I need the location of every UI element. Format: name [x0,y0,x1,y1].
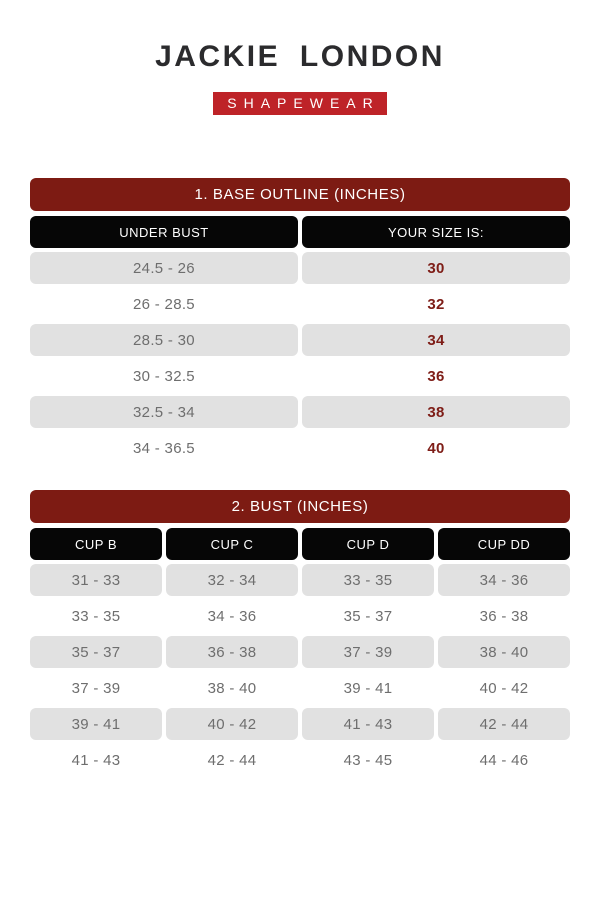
bust-range: 38 - 40 [207,679,257,697]
table-row [30,564,570,596]
bust-range: 31 - 33 [30,564,162,596]
size-value: 30 [302,252,570,284]
bust-range: 34 - 36 [207,607,257,625]
bust-range: 42 - 44 [438,708,570,740]
bust-range: 36 - 38 [479,607,529,625]
under-bust-range: 26 - 28.5 [133,295,195,313]
bust-range: 33 - 35 [302,564,434,596]
under-bust-range: 24.5 - 26 [30,252,298,284]
table-1-header-row [30,216,570,248]
bust-range: 40 - 42 [479,679,529,697]
bust-range: 39 - 41 [343,679,393,697]
table-row [30,288,570,320]
size-value: 36 [427,367,445,385]
table-row [30,396,570,428]
table-row [30,672,570,704]
table-row [30,324,570,356]
bust-range: 43 - 45 [343,751,393,769]
bust-range: 41 - 43 [302,708,434,740]
table-2-header-row [30,528,570,560]
bust-range: 39 - 41 [30,708,162,740]
brand-logo-text: JACKIE LONDON [155,40,445,73]
size-value: 32 [427,295,445,313]
bust-range: 38 - 40 [438,636,570,668]
bust-range: 36 - 38 [166,636,298,668]
section-2-title-banner: 2. BUST (INCHES) [30,490,570,523]
table-row [30,708,570,740]
column-header-cup-b: CUP B [30,528,162,560]
bust-range: 37 - 39 [302,636,434,668]
column-header-cup-dd: CUP DD [438,528,570,560]
bust-range: 35 - 37 [343,607,393,625]
section-1-title-banner: 1. BASE OUTLINE (INCHES) [30,178,570,211]
bust-range: 40 - 42 [166,708,298,740]
size-value: 34 [302,324,570,356]
column-header-cup-d: CUP D [302,528,434,560]
column-header-cup-c: CUP C [166,528,298,560]
under-bust-range: 28.5 - 30 [30,324,298,356]
table-row [30,600,570,632]
table-row [30,432,570,464]
bust-range: 37 - 39 [71,679,121,697]
size-value: 38 [302,396,570,428]
table-row [30,744,570,776]
column-header-your-size: YOUR SIZE IS: [302,216,570,248]
bust-section [30,490,570,776]
bust-range: 44 - 46 [479,751,529,769]
brand-header [0,0,600,115]
under-bust-range: 34 - 36.5 [133,439,195,457]
under-bust-range: 32.5 - 34 [30,396,298,428]
bust-range: 34 - 36 [438,564,570,596]
base-outline-section [30,178,570,464]
brand-tagline: SHAPEWEAR [213,92,386,115]
table-row [30,252,570,284]
bust-range: 41 - 43 [71,751,121,769]
table-row [30,360,570,392]
bust-range: 33 - 35 [71,607,121,625]
bust-range: 32 - 34 [166,564,298,596]
bust-range: 42 - 44 [207,751,257,769]
table-row [30,636,570,668]
bust-range: 35 - 37 [30,636,162,668]
under-bust-range: 30 - 32.5 [133,367,195,385]
size-value: 40 [427,439,445,457]
column-header-under-bust: UNDER BUST [30,216,298,248]
